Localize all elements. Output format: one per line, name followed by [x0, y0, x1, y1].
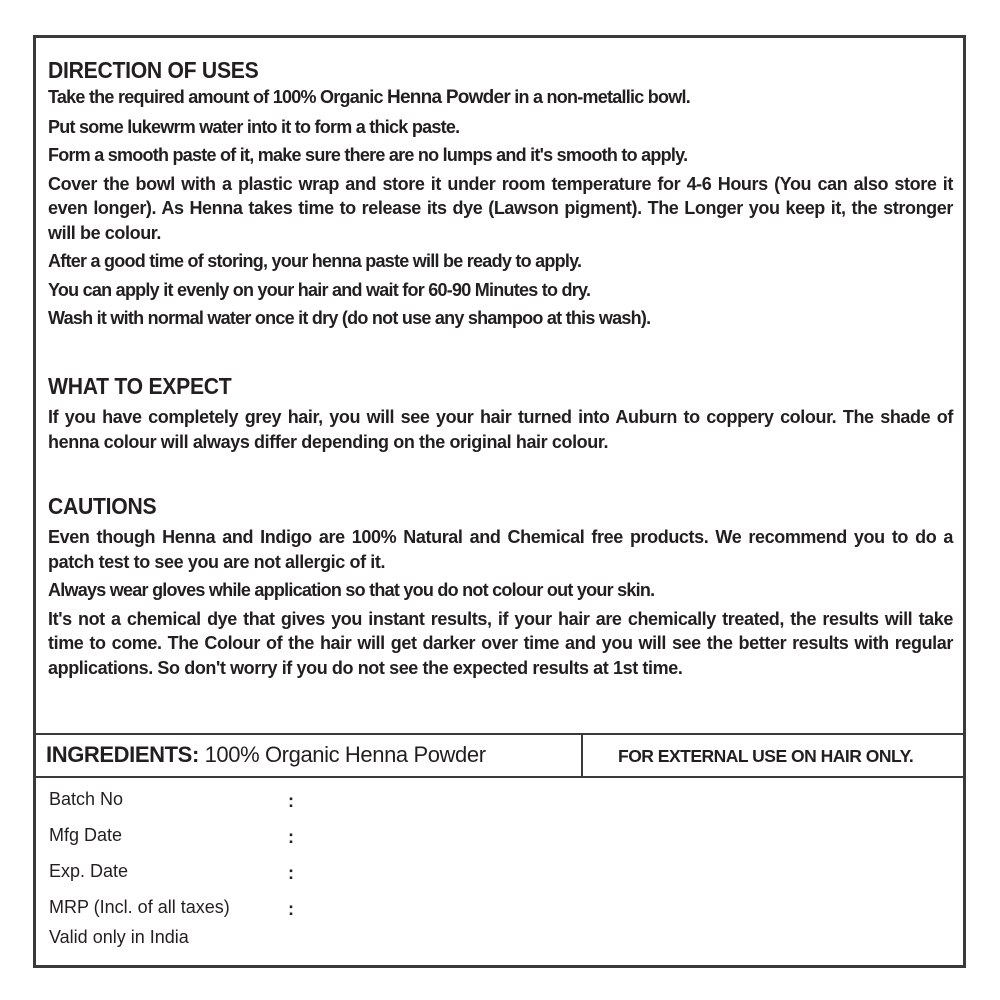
divider: [36, 733, 963, 735]
caution-item: Always wear gloves while application so that you do not colour out your skin.: [48, 580, 655, 600]
direction-step: Form a smooth paste of it, make sure there are no lumps and it's smooth to apply.: [48, 145, 688, 165]
direction-step: Cover the bowl with a plastic wrap and store it under room temperature for 4-6 Hours (You can also store it even longer). As Henna takes time to release its dye (Lawson pigment). The Longer you keep it, the stronger will be colour.: [48, 173, 953, 243]
direction-step: After a good time of storing, your henna paste will be ready to apply.: [48, 251, 582, 271]
henna-powder-highlight: Henna Powder: [387, 87, 510, 108]
validity-text: Valid only in India: [49, 927, 189, 947]
mfg-date-sep: :: [288, 827, 294, 847]
mrp-sep: :: [288, 899, 294, 919]
product-label-box: [33, 35, 966, 968]
directions-heading: DIRECTION OF USES: [48, 57, 259, 83]
caution-item: It's not a chemical dye that gives you instant results, if your hair are chemically treated, the results will take time to come. The Colour of the hair will get darker over time and you will see the better results with regular applications. So don't worry if you do not see the expected results at 1st time.: [48, 608, 953, 678]
divider: [36, 776, 963, 778]
mfg-date-label: Mfg Date: [49, 825, 123, 845]
cautions-heading: CAUTIONS: [48, 493, 157, 519]
cautions-section: [48, 491, 953, 684]
mrp-label: MRP (Incl. of all taxes): [49, 897, 230, 917]
ingredients-label: INGREDIENTS:: [46, 742, 199, 767]
batch-no-sep: :: [288, 791, 294, 811]
ingredients: [46, 742, 486, 768]
step-text: in a non-metallic bowl.: [510, 87, 691, 107]
exp-date-sep: :: [288, 863, 294, 883]
expect-section: [48, 371, 953, 458]
step-text: Take the required amount of 100% Organic: [48, 87, 388, 107]
expect-text: If you have completely grey hair, you will see your hair turned into Auburn to coppery colour. The shade of henna colour will always differ depending on the original hair colour.: [48, 407, 953, 452]
direction-step: Put some lukewrm water into it to form a thick paste.: [48, 116, 460, 137]
batch-no-label: Batch No: [49, 789, 124, 809]
direction-step: Wash it with normal water once it dry (do not use any shampoo at this wash).: [48, 308, 651, 328]
caution-item: Even though Henna and Indigo are 100% Natural and Chemical free products. We recommend you to do a patch test to see you are not allergic of it.: [48, 527, 953, 572]
divider-vertical: [581, 735, 583, 778]
directions-section: [48, 55, 953, 335]
expect-heading: WHAT TO EXPECT: [48, 373, 232, 399]
direction-step: You can apply it evenly on your hair and wait for 60-90 Minutes to dry.: [48, 279, 591, 300]
exp-date-label: Exp. Date: [49, 861, 129, 881]
direction-step: [48, 85, 953, 111]
ingredients-value: 100% Organic Henna Powder: [198, 742, 486, 767]
external-use-notice: FOR EXTERNAL USE ON HAIR ONLY.: [618, 746, 914, 766]
